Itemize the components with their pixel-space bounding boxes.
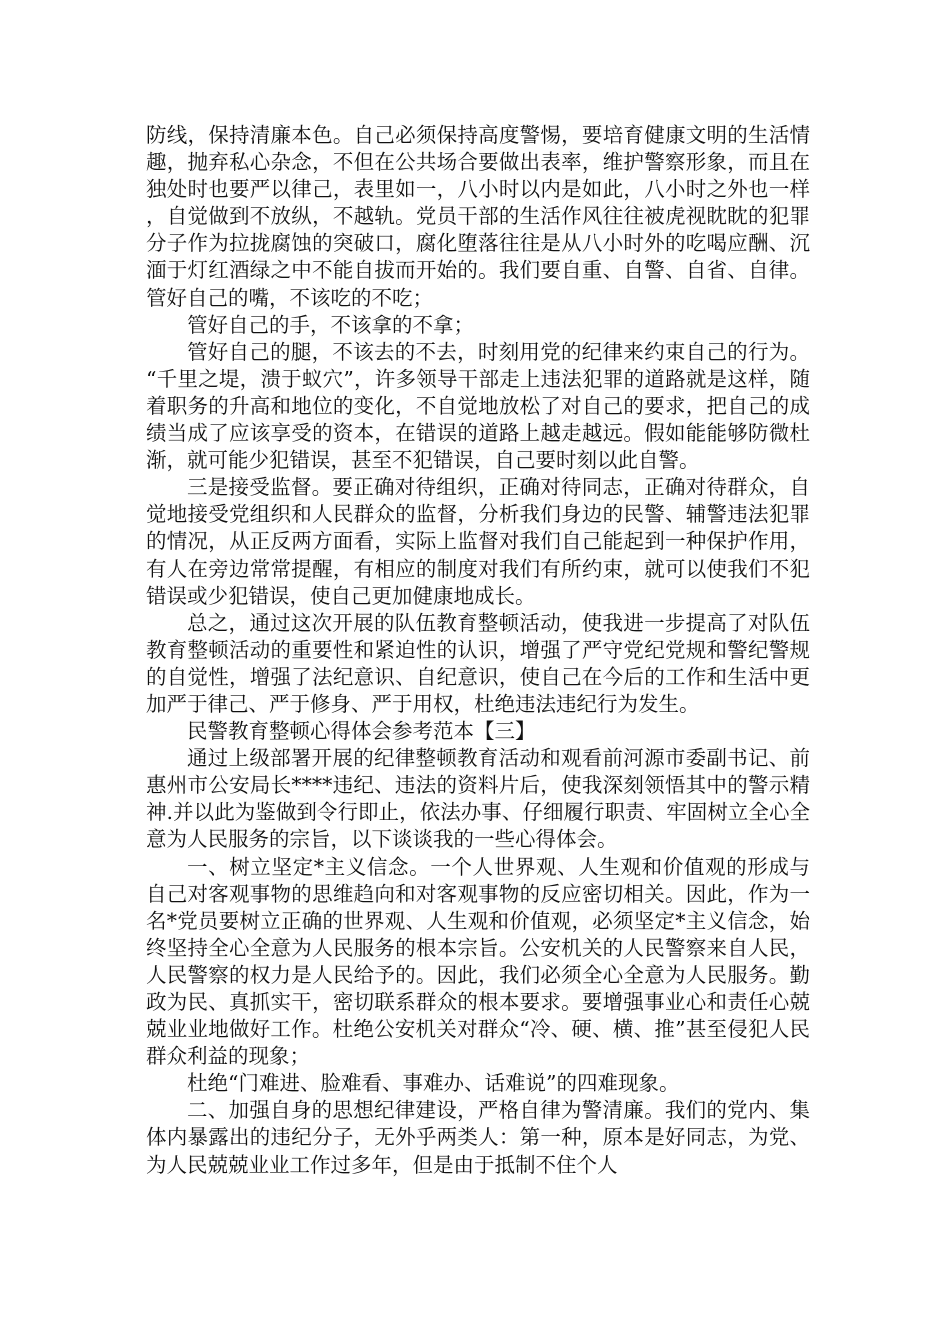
document-page [146,122,810,1179]
paragraph: 一、树立坚定*主义信念。一个人世界观、人生观和价值观的形成与自己对客观事物的思维趋向和对客观事物的反应密切相关。因此，作为一名*党员要树立正确的世界观、人生观和价值观，必须坚定*主义信念，始终坚持全心全意为人民服务的根本宗旨。公安机关的人民警察来自人民，人民警察的权力是人民给予的。因此，我们必须全心全意为人民服务。勤政为民、真抓实干，密切联系群众的根本要求。要增强事业心和责任心兢兢业业地做好工作。杜绝公安机关对群众“冷、硬、横、推”甚至侵犯人民群众利益的现象； [146,854,810,1069]
paragraph: 三是接受监督。要正确对待组织，正确对待同志，正确对待群众，自觉地接受党组织和人民群众的监督，分析我们身边的民警、辅警违法犯罪的情况，从正反两方面看，实际上监督对我们自己能起到一种保护作用，有人在旁边常常提醒，有相应的制度对我们有所约束，就可以使我们不犯错误或少犯错误，使自己更加健康地成长。 [146,475,810,608]
paragraph: 管好自己的手，不该拿的不拿； [187,312,474,337]
paragraph: 杜绝“门难进、脸难看、事难办、话难说”的四难现象。 [187,1071,680,1096]
paragraph: 通过上级部署开展的纪律整顿教育活动和观看前河源市委副书记、前惠州市公安局长****违纪、违法的资料片后，使我深刻领悟其中的警示精神.并以此为鉴做到令行即止，依法办事、仔细履行职责、牢固树立全心全意为人民服务的宗旨，以下谈谈我的一些心得体会。 [146,746,810,852]
paragraph: 二、加强自身的思想纪律建设，严格自律为警清廉。我们的党内、集体内暴露出的违纪分子，无外乎两类人：第一种，原本是好同志，为党、为人民兢兢业业工作过多年，但是由于抵制不住个人 [146,1098,810,1177]
paragraph: 管好自己的腿，不该去的不去，时刻用党的纪律来约束自己的行为。“千里之堤，溃于蚁穴”，许多领导干部走上违法犯罪的道路就是这样，随着职务的升高和地位的变化，不自觉地放松了对自己的要求，把自己的成绩当成了应该享受的资本，在错误的道路上越走越远。假如能能够防微杜渐，就可能少犯错误，甚至不犯错误，自己要时刻以此自警。 [146,339,810,473]
section-heading: 民警教育整顿心得体会参考范本【三】 [187,719,536,744]
paragraph: 防线，保持清廉本色。自己必须保持高度警惕，要培育健康文明的生活情趣，抛弃私心杂念，不但在公共场合要做出表率，维护警察形象，而且在独处时也要严以律己，表里如一，八小时以内是如此，八小时之外也一样，自觉做到不放纵，不越轨。党员干部的生活作风往往被虎视眈眈的犯罪分子作为拉拢腐蚀的突破口，腐化堕落往往是从八小时外的吃喝应酬、沉湎于灯红酒绿之中不能自拔而开始的。我们要自重、自警、自省、自律。管好自己的嘴，不该吃的不吃； [146,123,810,310]
paragraph: 总之，通过这次开展的队伍教育整顿活动，使我进一步提高了对队伍教育整顿活动的重要性和紧迫性的认识，增强了严守党纪党规和警纪警规的自觉性，增强了法纪意识、自纪意识，使自己在今后的工作和生活中更加严于律己、严于修身、严于用权，杜绝违法违纪行为发生。 [146,610,810,716]
